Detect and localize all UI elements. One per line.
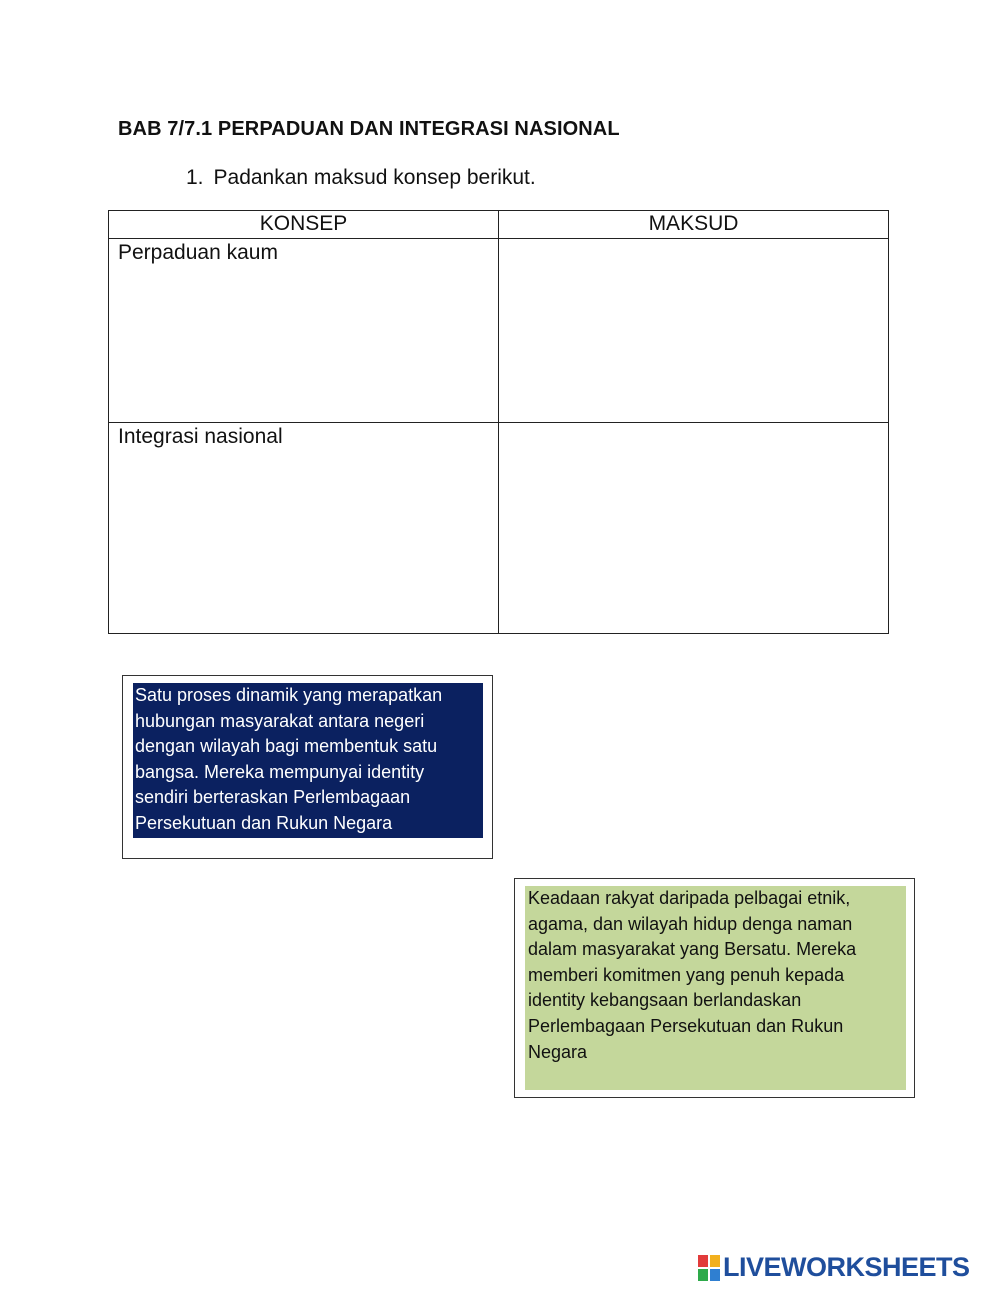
instruction-number: 1. (186, 166, 204, 189)
column-header-konsep: KONSEP (109, 211, 499, 239)
answer-card-perpaduan[interactable] (514, 878, 915, 1098)
column-header-maksud: MAKSUD (499, 211, 889, 239)
instruction (186, 166, 536, 190)
table-header-row (109, 211, 889, 239)
table-row (109, 239, 889, 423)
liveworksheets-brand[interactable] (698, 1252, 970, 1283)
concept-table (108, 210, 889, 634)
answer-card-text: Keadaan rakyat daripada pelbagai etnik, agama, dan wilayah hidup denga naman dalam masyarakat yang Bersatu. Mereka memberi komitmen yang penuh kepada identity kebangsaan berlandaskan Perlembagaan Persekutuan dan Rukun Negara (525, 886, 906, 1090)
konsep-cell: Perpaduan kaum (109, 239, 499, 423)
brand-name: LIVEWORKSHEETS (723, 1252, 970, 1282)
maksud-drop-zone[interactable] (499, 423, 889, 634)
answer-card-text: Satu proses dinamik yang merapatkan hubungan masyarakat antara negeri dengan wilayah bagi membentuk satu bangsa. Mereka mempunyai identity sendiri berteraskan Perlembagaan Persekutuan dan Rukun Negara (133, 683, 483, 838)
liveworksheets-logo-icon (698, 1255, 720, 1281)
maksud-drop-zone[interactable] (499, 239, 889, 423)
page-title: BAB 7/7.1 PERPADUAN DAN INTEGRASI NASIONAL (118, 118, 620, 140)
table-row (109, 423, 889, 634)
konsep-cell: Integrasi nasional (109, 423, 499, 634)
answer-card-integrasi[interactable] (122, 675, 493, 859)
instruction-text: Padankan maksud konsep berikut. (213, 166, 536, 189)
